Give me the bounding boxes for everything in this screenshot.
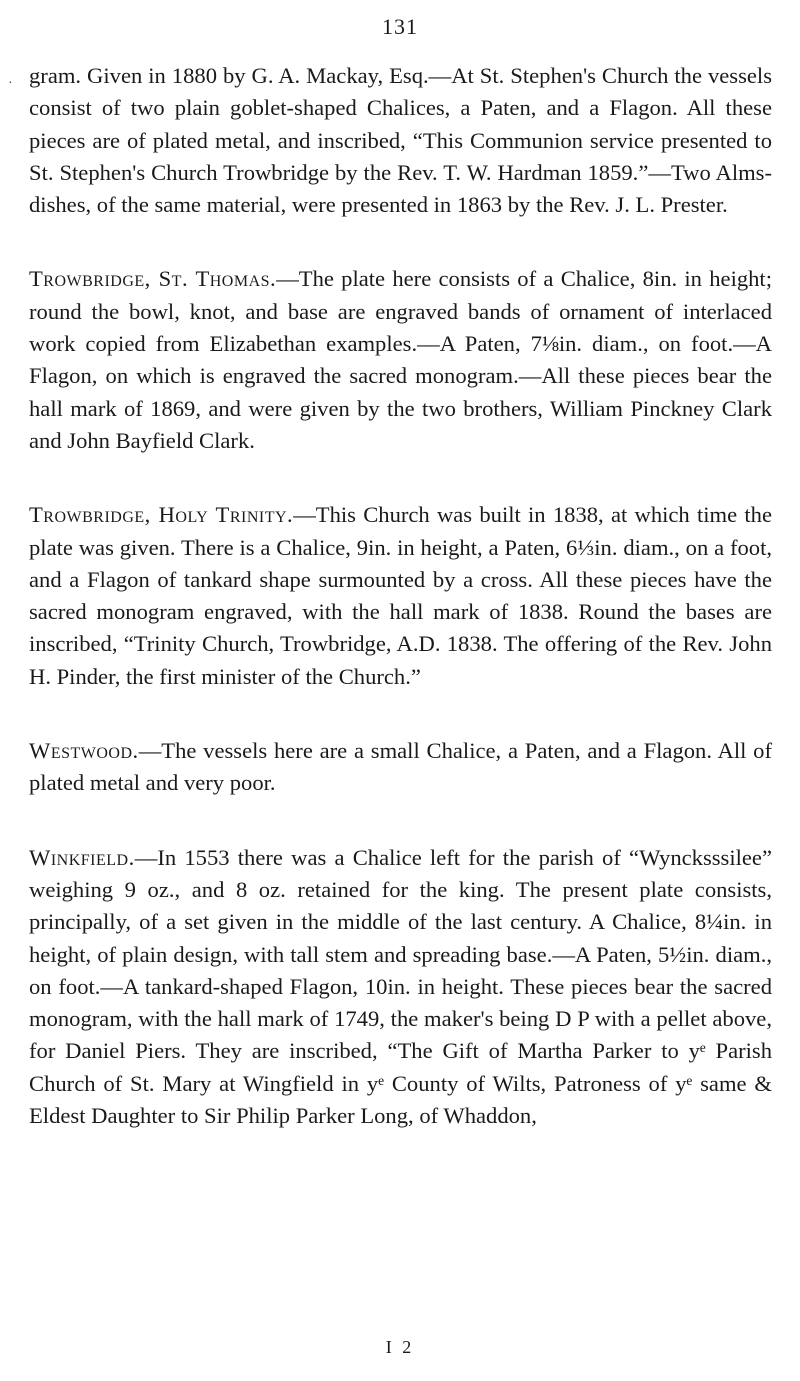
paragraph-text: —The vessels here are a small Chalice, a Paten, and a Flagon. All of plated metal and very poor. xyxy=(29,738,772,796)
paragraph-trowbridge-st-thomas xyxy=(29,263,772,457)
paragraph-heading: Trowbridge, St. Thomas. xyxy=(29,266,277,292)
paragraph-trowbridge-holy-trinity xyxy=(29,499,772,693)
body-text xyxy=(29,60,772,1132)
paragraph-westwood xyxy=(29,735,772,800)
paragraph-heading: Westwood. xyxy=(29,738,139,764)
page-number: 131 xyxy=(382,14,418,39)
paragraph-heading: Trowbridge, Holy Trinity. xyxy=(29,502,294,528)
paragraph-text: gram. Given in 1880 by G. A. Mackay, Esq.—At St. Stephen's Church the vessels consist of two plain goblet-shaped Chalices, a Paten, and a Flagon. All these pieces are of plated metal, and inscribed, “This Communion service presented to St. Stephen's Church Trowbridge by the Rev. T. W. Hardman 1859.”—Two Alms-dishes, of the same material, were presented in 1863 by the Rev. J. L. Prester. xyxy=(29,63,772,218)
paragraph-text: —In 1553 there was a Chalice left for the parish of “Wyncksssilee” weighing 9 oz., and 8 oz. retained for the king. The present plate consists, principally, of a set given in the middle of the last century. A Chalice, 8¼in. in height, of plain design, with tall stem and spreading base.—A Paten, 5½in. diam., on foot.—A tankard-shaped Flagon, 10in. in height. These pieces bear the sacred monogram, with the hall mark of 1749, the maker's being D P with a pellet above, for Daniel Piers. They are inscribed, “The Gift of Martha Parker to yᵉ Parish Church of St. Mary at Wingfield in yᵉ County of Wilts, Patroness of yᵉ same & Eldest Daughter to Sir Philip Parker Long, of Whaddon, xyxy=(29,844,772,1129)
paragraph-st-stephen-continued xyxy=(29,60,772,221)
paragraph-heading: Winkfield. xyxy=(29,844,135,870)
paragraph-winkfield xyxy=(29,842,772,1133)
paragraph-text: —The plate here consists of a Chalice, 8in. in height; round the bowl, knot, and base are engraved bands of ornament of interlaced work copied from Elizabethan examples.—A Paten, 7⅛in. diam., on foot.—A Flagon, on which is engraved the sacred monogram.—All these pieces bear the hall mark of 1869, and were given by the two brothers, William Pinckney Clark and John Bayfield Clark. xyxy=(29,266,772,453)
paragraph-text: —This Church was built in 1838, at which time the plate was given. There is a Chalice, 9in. in height, a Paten, 6⅓in. diam., on a foot, and a Flagon of tankard shape surmounted by a cross. All these pieces have the sacred monogram engraved, with the hall mark of 1838. Round the bases are inscribed, “Trinity Church, Trowbridge, A.D. 1838. The offering of the Rev. John H. Pinder, the first minister of the Church.” xyxy=(29,502,772,689)
margin-mark: · xyxy=(8,76,13,91)
signature-mark: I 2 xyxy=(385,1337,415,1357)
